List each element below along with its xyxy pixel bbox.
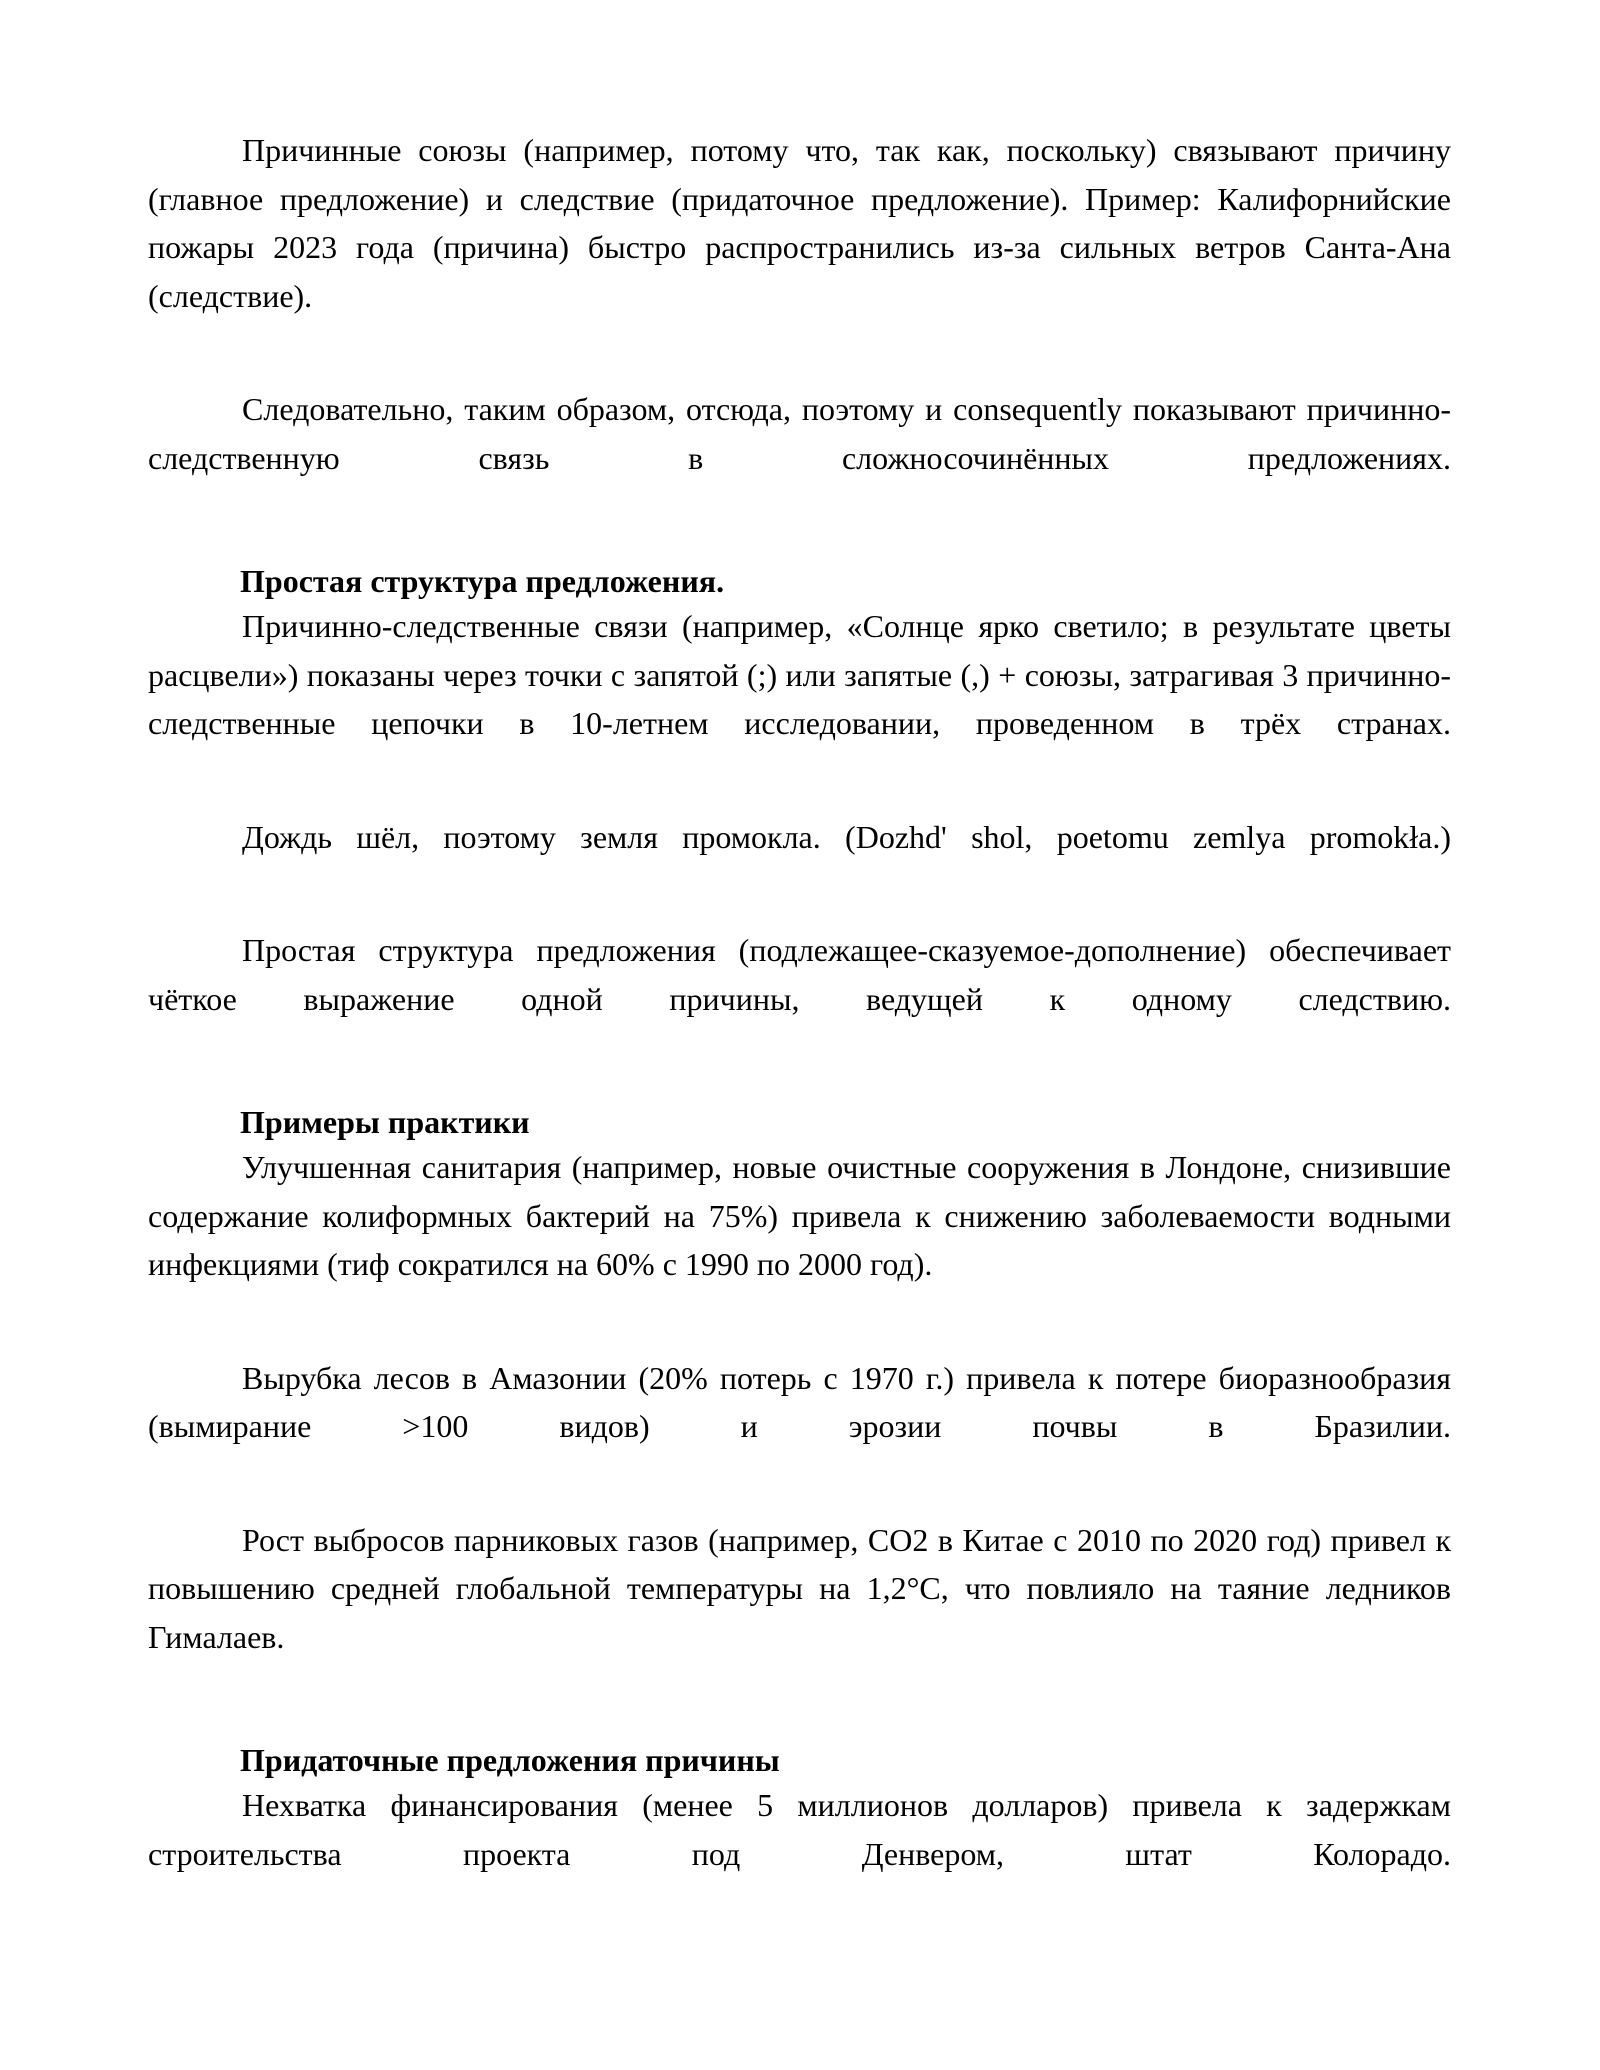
paragraph-funding-shortage: Нехватка финансирования (менее 5 миллионов долларов) привела к задержкам строительства проекта под Денвером, штат Колорадо. xyxy=(148,1787,1451,1872)
heading-simple-structure: Простая структура предложения. xyxy=(240,563,725,599)
paragraph-deforestation: Вырубка лесов в Амазонии (20% потерь с 1970 г.) привела к потере биоразнообразия (вымирание >100 видов) и эрозии почвы в Бразилии. xyxy=(148,1359,1451,1444)
paragraph-causal-conjunctions: Причинные союзы (например, потому что, так как, поскольку) связывают причину (главное предложение) и следствие (придаточное предложение). Пример: Калифорнийские пожары 2023 года (причина) быстро распространились из-за сильных ветров Санта-Ана (следствие). xyxy=(148,132,1451,314)
paragraph-spacer xyxy=(148,748,1451,813)
paragraph-spacer xyxy=(148,1451,1451,1516)
paragraph-consequence-words: Следовательно, таким образом, отсюда, поэтому и consequently показывают причинно-следственную связь в сложносочинённых предложениях. xyxy=(148,391,1451,476)
paragraph-svo-structure: Простая структура предложения (подлежащее-сказуемое-дополнение) обеспечивает чёткое выражение одной причины, ведущей к одному следствию. xyxy=(148,932,1451,1017)
paragraph-spacer xyxy=(148,482,1451,560)
heading-practice-examples: Примеры практики xyxy=(240,1104,530,1140)
paragraph-spacer xyxy=(148,1023,1451,1101)
paragraph-rain-example: Дождь шёл, поэтому земля промокла. (Dozhd' shol, poetomu zemlya promokła.) xyxy=(242,818,1451,855)
paragraph-semicolon-links: Причинно-следственные связи (например, «Солнце ярко светило; в результате цветы расцвели») показаны через точки с запятой (;) или запятые (,) + союзы, затрагивая 3 причинно-следственные цепочки в 10-летнем исследовании, проведенном в трёх странах. xyxy=(148,608,1451,741)
paragraph-spacer xyxy=(148,1289,1451,1354)
paragraph-spacer xyxy=(148,861,1451,926)
paragraph-greenhouse-gases: Рост выбросов парниковых газов (например, CO2 в Китае с 2010 по 2020 год) привел к повышению средней глобальной температуры на 1,2°C, что повлияло на таяние ледников Гималаев. xyxy=(148,1521,1451,1655)
paragraph-sanitation: Улучшенная санитария (например, новые очистные сооружения в Лондоне, снизившие содержание колиформных бактерий на 75%) привела к снижению заболеваемости водными инфекциями (тиф сократился на 60% с 1990 по 2000 год). xyxy=(148,1149,1451,1282)
heading-causal-clauses: Придаточные предложения причины xyxy=(240,1742,780,1778)
paragraph-spacer xyxy=(148,1661,1451,1739)
paragraph-spacer xyxy=(148,320,1451,385)
document-page xyxy=(148,126,1451,1878)
